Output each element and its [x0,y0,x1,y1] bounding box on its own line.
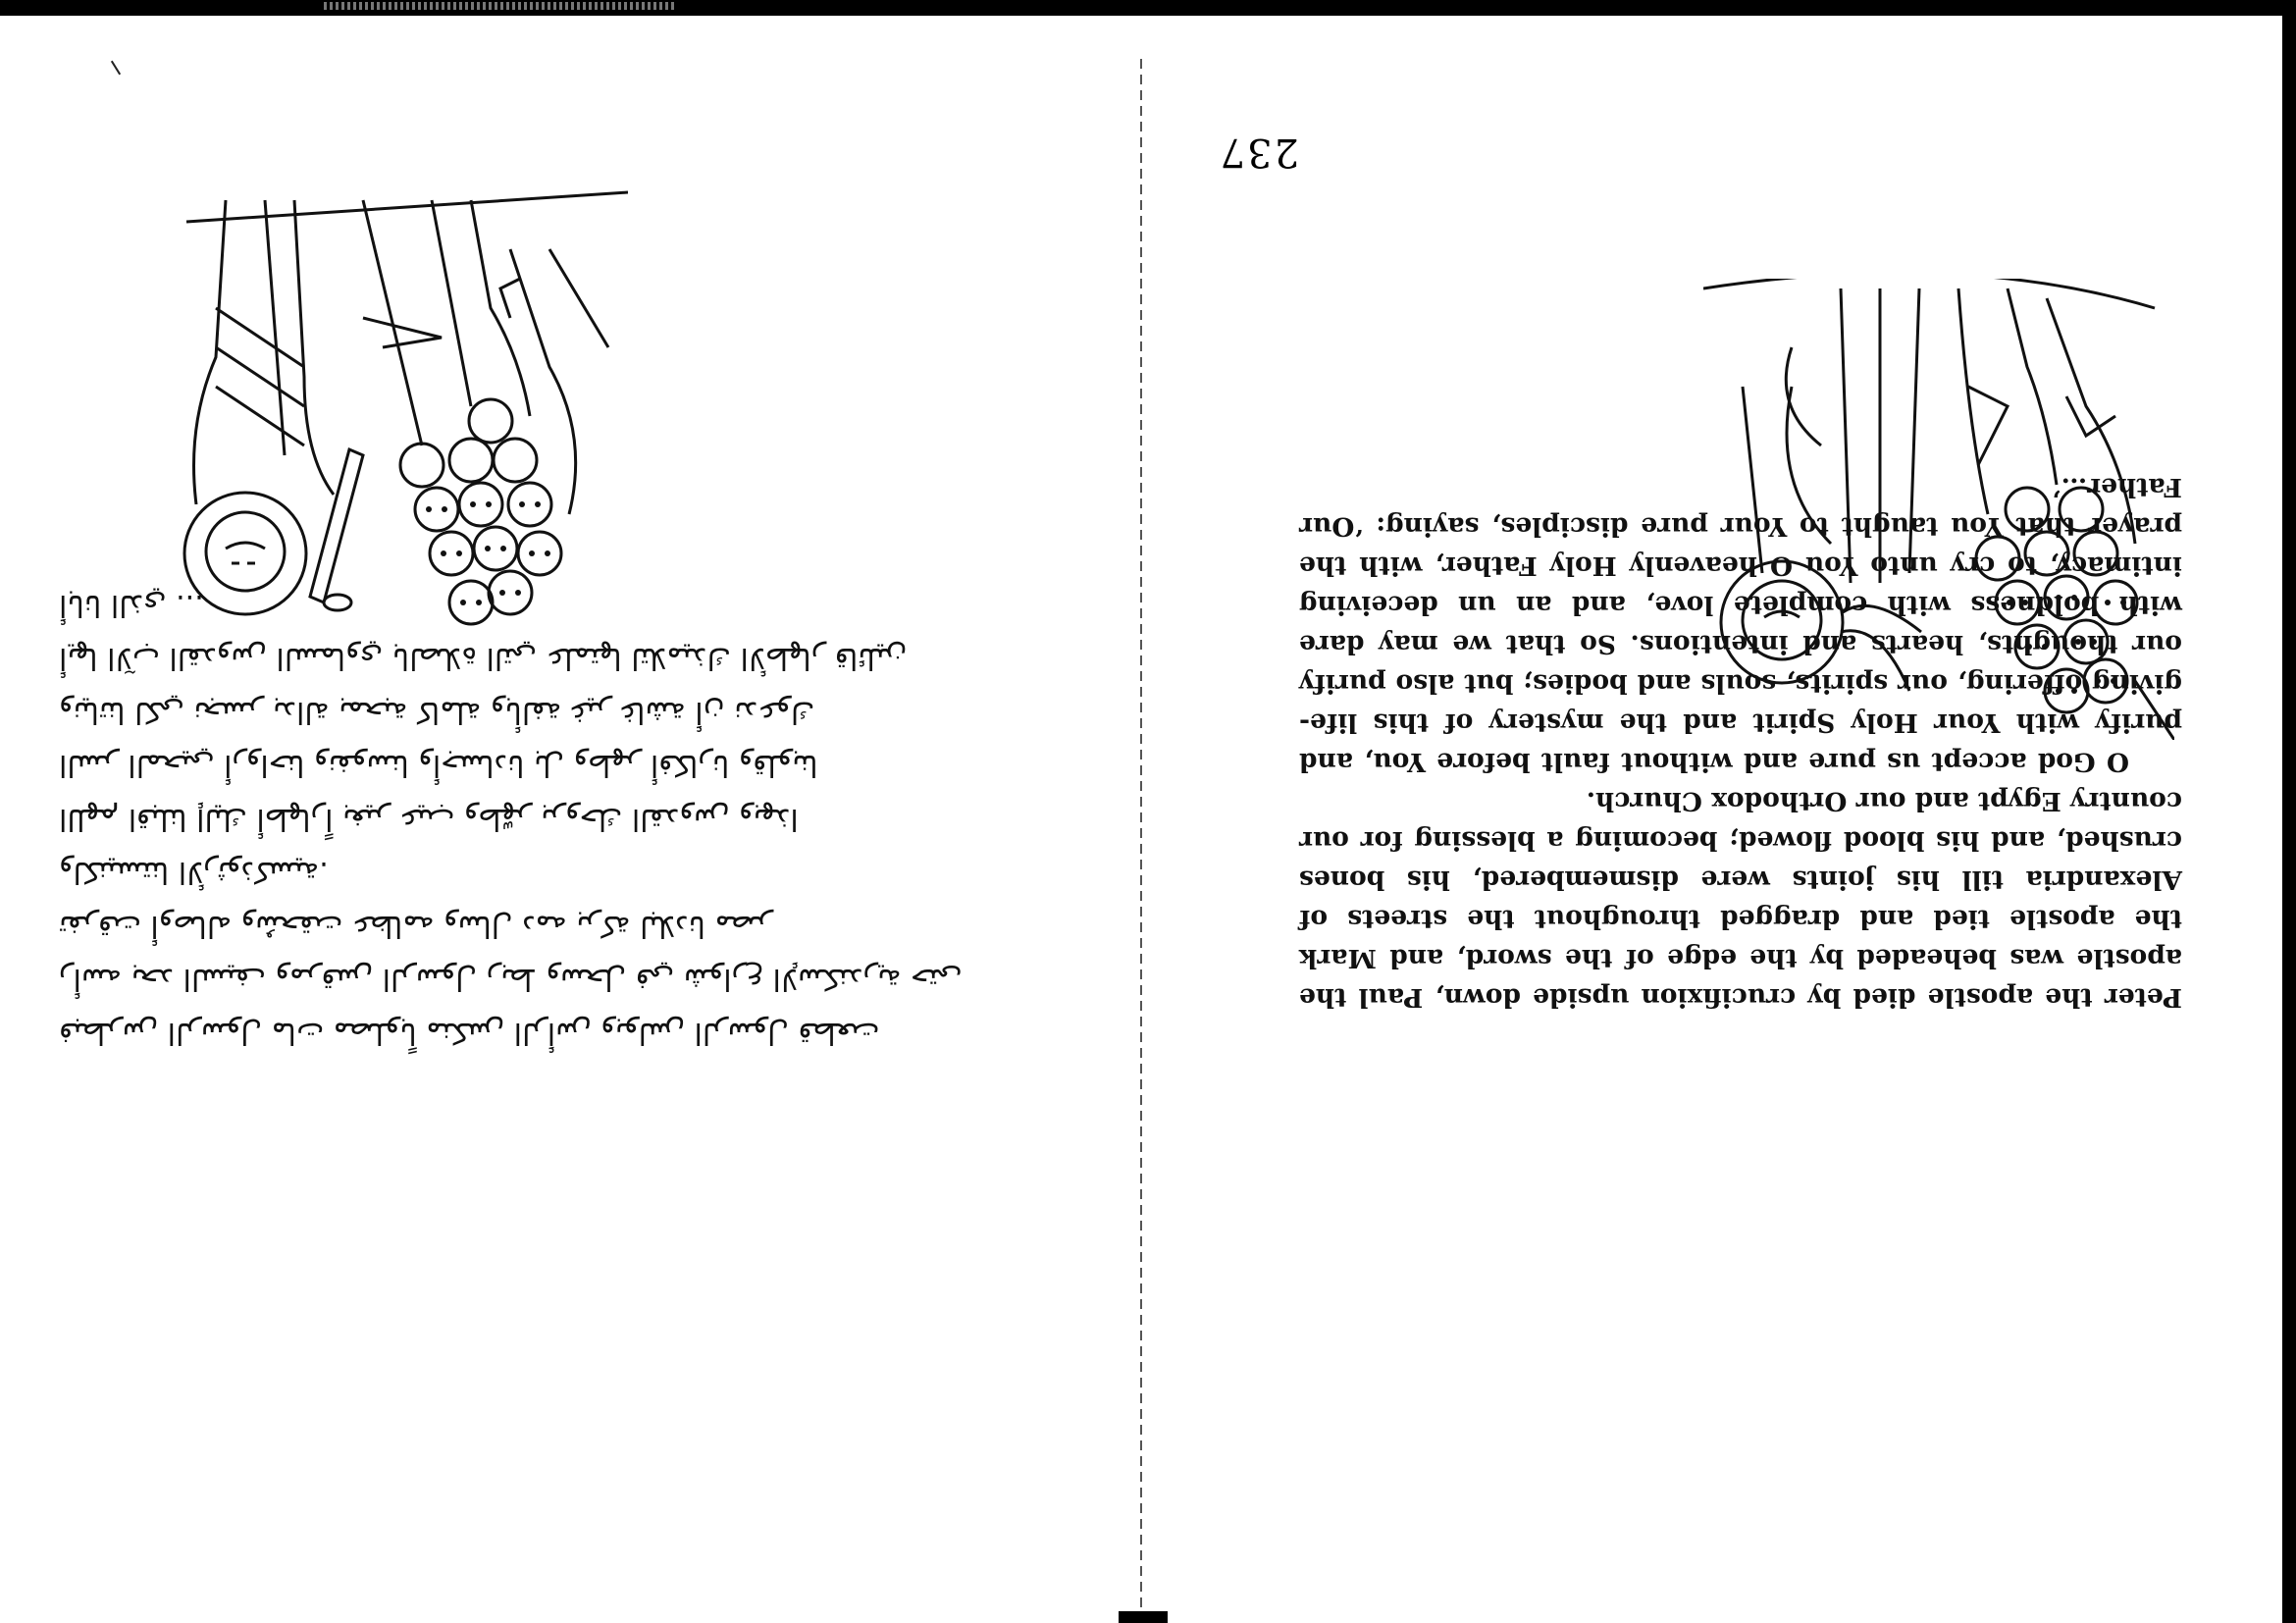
page-number: 237 [1218,130,1299,175]
left-page-content [0,0,1138,1623]
arabic-line: ونياتنا لكي نجسر بدالة بمحبة كاملة وبألفة غير غاشة أن ندعوك [59,695,815,729]
arabic-line: رأسه بحد السيف ومرقس الرسول ربط وسحل في شوارع الإسكندرية حتى [59,962,963,997]
right-page-content [1144,0,2282,1623]
arabic-line: ولكنيستنا الأرثوذكسية. [59,855,329,890]
paragraph: Peter the apostle died by crucifixion upside down, Paul the apostle was beheaded by the edge of the sword, and Mark the apostle tied and dragged throughout the streets of Alexandria till his joints were dismembered, his bones crushed, and his blood flowed; becoming a blessing for our country Egypt and our Orthodox Church. [1299,786,2182,1013]
arabic-line: أيها الآب القدوس السماوي بالصلاة التي علمتها لتلاميذك الأطهار قائلين [59,641,908,676]
scan-border-right [2282,0,2296,1623]
apostles-with-scroll-icon [108,190,628,642]
book-spine [1140,59,1142,1619]
arabic-line: أبانا الذي ... [59,588,204,622]
left-page [0,0,1138,1623]
arabic-line: السر المحيي أرواحنا ونفوسنا وأجسادنا بل وطهر أفكارنا وقلوبنا [59,748,818,783]
right-page [1144,0,2282,1623]
english-text-block [1299,467,2182,1017]
arabic-text-block [59,578,1020,1060]
arabic-line: اللهم اقبلنا إليك أطهاراً بغير عيب وطهّر بروحك القدوس وبهذا [59,802,799,836]
arabic-line: تفرقت أوصاله وسُحقت عظامه وسال دمه بركة لبلادنا مصر [59,909,773,943]
paragraph: O God accept us pure and without fault before You, and purify with Your Holy Spirit and the mystery of this life-giving offering, our spirits, souls and bodies; but also purify our thoughts, hearts and intentions. So that we may dare with boldness with complete love, and an un deceiving intimacy, to cry unto You O heavenly Holy Father, with the prayer that You taught to Your pure disciples, saying: ‘Our Father…’ [1299,472,2182,777]
arabic-line: فبطرس الرسول مات مصلوباً منكس الرأس وبولس الرسول قطعت [59,1016,880,1050]
